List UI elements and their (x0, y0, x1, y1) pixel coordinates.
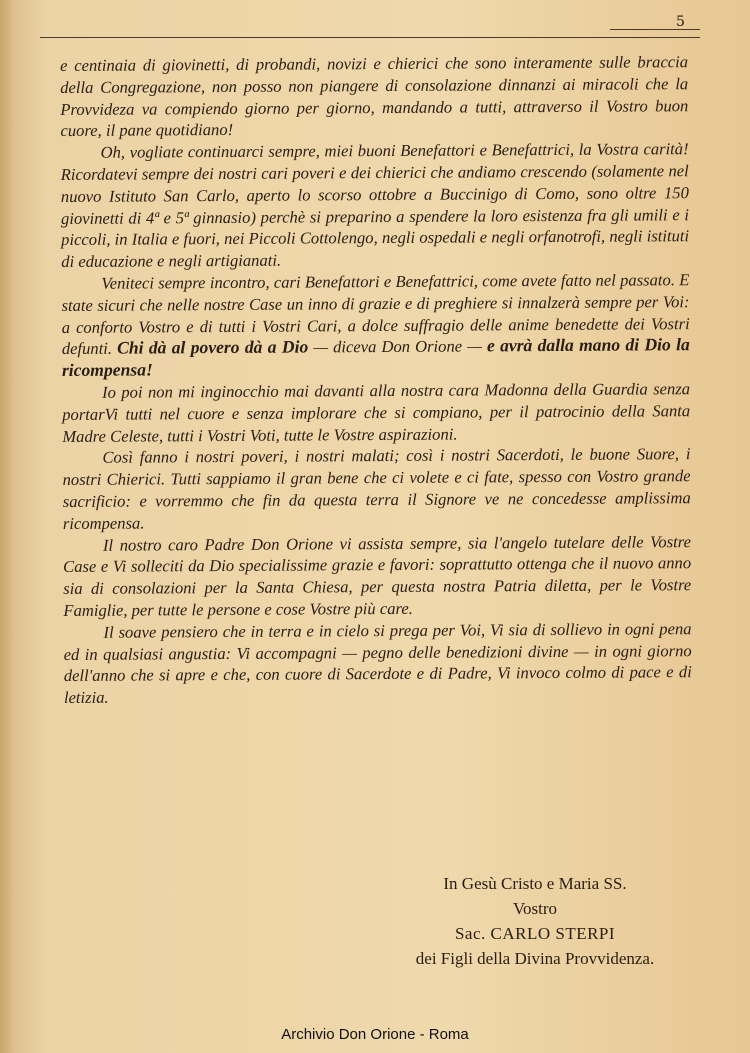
quote-part-1: Chi dà al povero dà a Dio (117, 336, 309, 359)
paragraph-4: Io poi non mi inginocchio mai davanti alla nostra cara Madonna della Guardia senza portarVi tutti nel cuore e senza implorare che si compiano, per il patrocinio della Santa Madre Celeste, tutti i Vostri Voti, tutte le Vostre aspirazioni. (62, 379, 691, 446)
paragraph-5: Così fanno i nostri poveri, i nostri malati; così i nostri Sacerdoti, le buone Suore, i nostri Chierici. Tutti sappiamo il gran bene che ci volete e ci fate, spesso con Vostro grande sacrificio: e vorremmo che fin da questa terra il Signore ve ne concedesse amplissima ricompensa. (62, 444, 691, 533)
quote-part-2: e avrà dalla mano di Dio la ricompensa! (61, 334, 690, 381)
paragraph-1: e centinaia di giovinetti, di probandi, novizi e chierici che sono interamente sulle braccia della Congregazione, non posso non piangere di consolazione dinnanzi ai miracoli che la Provvideza va compiendo giorno per giorno, mandando a tutti, attraverso il Vostro buon cuore, il pane quotidiano! (60, 52, 689, 141)
signature-closing: Vostro (512, 899, 558, 918)
paragraph-6: Il nostro caro Padre Don Orione vi assista sempre, sia l'angelo tutelare delle Vostre Case e Vi solleciti da Dio specialissime grazie e favori: soprattutto ottenga che il nuovo anno sia di consolazioni per la Santa Chiesa, per questa nostra Patria diletta, per le Vostre Famiglie, per tutte le persone e cose Vostre più care. (63, 531, 692, 620)
header-rule-short (610, 29, 700, 30)
paragraph-7: Il soave pensiero che in terra e in cielo si prega per Voi, Vi sia di sollievo in ogni pena ed in qualsiasi angustia: Vi accompagni — pegno delle benedizioni divine — in ogni giorno dell'anno che si apre e che, con cuore di Sacerdote e di Padre, Vi invoco colmo di pace e di letizia. (63, 618, 692, 708)
page-number: 5 (676, 14, 685, 30)
letter-body (60, 51, 692, 709)
header-rule (40, 37, 700, 38)
paragraph-3 (61, 269, 690, 382)
archive-footer: Archivio Don Orione - Roma (281, 1026, 469, 1043)
paragraph-3-text: Veniteci sempre incontro, cari Benefattori e Benefattrici, come avete fatto nel passato. E state sicuri che nelle nostre Case un inno di grazie e di preghiere si innalzerà sempre per Voi: a conforto Vostro e di tutti i Vostri Cari, a dolce suffragio delle anime benedette dei Vostri defunti. (61, 270, 690, 359)
paragraph-3-attribution: — diceva Don Orione — (313, 336, 482, 357)
signature-affiliation: dei Figli della Divina Provvidenza. (415, 949, 655, 968)
signature-name: Sac. CARLO STERPI (454, 924, 616, 943)
paper-edge-shadow (0, 0, 14, 1053)
signature-block (390, 871, 680, 971)
signature-greeting: In Gesù Cristo e Maria SS. (443, 874, 627, 893)
paragraph-2: Oh, vogliate continuarci sempre, miei buoni Benefattori e Benefattrici, la Vostra carità! Ricordatevi sempre dei nostri cari poveri e dei chierici che andiamo crescendo (solamente nel nuovo Istituto San Carlo, aperto lo scorso ottobre a Buccinigo di Como, sono oltre 150 giovinetti di 4ª e 5ª ginnasio) perchè si preparino a spendere la loro esistenza fra gli umili e i piccoli, in Italia e fuori, nei Piccoli Cottolengo, negli ospedali e negli orfanotrofi, negli istituti di educazione e negli artigianati. (60, 139, 690, 272)
